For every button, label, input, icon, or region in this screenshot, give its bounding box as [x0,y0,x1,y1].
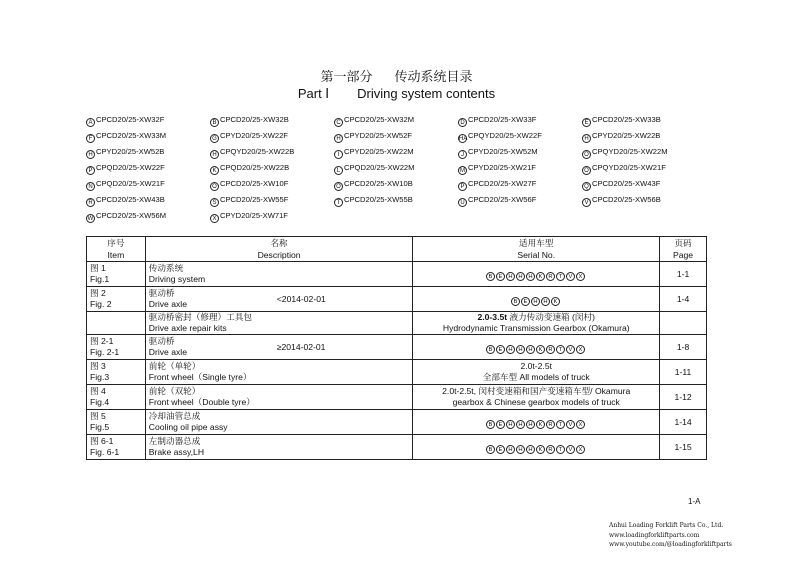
model-code-badge: G [210,134,219,143]
model-code-badge: X [576,420,585,429]
model-code-badge: H [516,272,525,281]
item-en: Fig.3 [90,372,110,382]
model-entry [582,115,661,127]
model-code-badge: T [556,420,565,429]
model-code-badge: N [86,182,95,191]
page-cell: 1-8 [660,335,707,360]
model-number: CPQD20/25-XW22B [220,163,290,172]
model-code-badge: B [511,297,520,306]
description-cn: 前轮（双轮） [148,386,201,396]
model-code-badge: O [334,182,343,191]
description-cell [145,335,413,360]
model-entry [334,115,414,127]
description-cell [145,287,413,312]
model-code-badge: H [526,345,535,354]
model-code-badge: R [546,445,555,454]
table-row [87,410,707,435]
model-entry [210,211,288,223]
title-cn-name: 传动系统目录 [394,70,473,85]
model-number: CPCD20/25-XW32M [344,115,415,124]
item-en: Fig.4 [90,397,110,407]
model-number: CPYD20/25-XW22M [344,147,414,156]
serial-line-2: Hydrodynamic Transmission Gearbox (Okamura) [442,323,630,333]
model-number: CPCD20/25-XW55F [220,195,289,204]
model-number: CPYD20/25-XW52F [344,131,412,140]
model-code-badge: I [334,150,343,159]
model-code-badge: H [506,420,515,429]
model-code-badge: H [541,297,550,306]
model-number: CPCD20/25-XW43F [592,179,661,188]
model-code-badge: T [556,345,565,354]
description-cn: 前轮（单轮） [148,361,201,371]
model-entry [334,195,413,207]
item-cell [87,262,146,287]
item-cell [87,287,146,312]
model-entry [86,131,166,143]
item-en: Fig. 2-1 [90,347,120,357]
serial-line-2: gearbox & Chinese gearbox models of truck [452,397,620,407]
model-number: CPQD20/25-XW22F [96,163,165,172]
model-number: CPCD20/25-XW10B [344,179,413,188]
item-cell [87,435,146,460]
model-number: CPCD20/25-XW33M [96,131,167,140]
serial-line-1: 2.0t-2.5t, 闵村变速箱和国产变速箱车型/ Okamura [442,386,631,396]
model-code-badge: E [496,345,505,354]
model-code-badge: W [87,216,94,222]
item-cn: 图 2-1 [90,336,114,346]
item-cell [87,360,146,385]
model-code-badge: K [536,445,545,454]
description-en: Brake assy,LH [148,447,205,457]
contents-table [86,236,707,460]
serial-model-codes [416,268,656,281]
model-number: CPQD20/25-XW22M [344,163,415,172]
date-condition: ≥2014-02-01 [276,342,326,352]
item-cn: 图 1 [90,263,106,273]
model-code-badge: S [210,198,219,207]
serial-cell [413,385,660,410]
model-number: CPCD20/25-XW56M [96,211,167,220]
model-code-badge: V [566,272,575,281]
model-code-badge: HA [459,136,468,142]
item-cn: 图 3 [90,361,106,371]
model-code-badge: F [86,134,95,143]
description-cn: 传动系统 [148,263,184,273]
model-entry [582,179,660,191]
section-title-en [0,86,793,102]
model-code-badge: V [582,198,591,207]
model-code-badge: H [334,134,343,143]
description-cn: 驱动桥 [148,336,175,346]
model-code-badge: H [516,445,525,454]
header-item: 序号 Item [87,237,146,262]
model-entry [210,179,288,191]
model-number: CPCD20/25-XW56F [468,195,537,204]
page-cell: 1-1 [660,262,707,287]
model-code-badge: K [536,272,545,281]
serial-cell [413,262,660,287]
model-entry [210,195,288,207]
model-number: CPCD20/25-XW55B [344,195,413,204]
model-code-badge: O [582,150,591,159]
model-code-badge: X [576,272,585,281]
header-serial: 适用车型 Serial No. [413,237,660,262]
model-code-badge: R [546,272,555,281]
description-cn: 左制动器总成 [148,436,201,446]
model-entry [458,195,536,207]
header-page: 页码 Page [660,237,707,262]
item-cn: 图 5 [90,411,106,421]
model-code-badge: T [334,198,343,207]
model-code-badge: K [536,345,545,354]
model-code-badge: E [521,297,530,306]
model-entry [458,163,536,175]
description-en: Front wheel（Double tyre） [148,397,255,407]
serial-cell [413,335,660,360]
model-code-badge: H [506,445,515,454]
description-cell [145,410,413,435]
model-code-badge: D [458,118,467,127]
model-code-badge: O [210,182,219,191]
header-description: 名称 Description [145,237,413,262]
footer-youtube[interactable]: www.youtube.com/@loadingforkliftparts [609,541,732,548]
model-code-badge: B [486,420,495,429]
model-code-badge: M [460,168,465,174]
model-number: CPQD20/25-XW21F [96,179,165,188]
model-code-badge: H [526,272,535,281]
title-en-part: Part Ⅰ [297,86,330,101]
model-number: CPQYD20/25-XW22B [220,147,295,156]
model-number: CPCD20/25-XW56B [592,195,661,204]
page-cell: 1-14 [660,410,707,435]
model-code-badge: H [582,134,591,143]
model-entry [86,163,165,175]
model-code-badge: H [506,272,515,281]
table-header-row [87,237,707,262]
item-en: Fig.5 [90,422,110,432]
title-cn-part: 第一部分 [320,70,373,85]
model-entry [334,179,413,191]
model-entry [210,147,294,159]
model-entry [86,115,164,127]
description-cn: 冷却油管总成 [148,411,201,421]
section-title-cn [0,66,793,85]
serial-cell [413,360,660,385]
serial-line-1: 2.0t-2.5t [520,361,552,371]
model-code-badge: B [486,445,495,454]
footer [609,521,732,550]
model-code-badge: E [496,445,505,454]
description-en: Front wheel（Single tyre） [148,372,252,382]
model-entry [210,131,288,143]
footer-website[interactable]: www.loadingforkliftparts.com [609,531,700,539]
table-row [87,262,707,287]
model-code-badge: H [526,445,535,454]
model-code-badge: B [486,345,495,354]
model-code-badge: R [546,420,555,429]
model-code-badge: H [516,420,525,429]
serial-model-codes [416,341,656,354]
model-number: CPCD20/25-XW33F [468,115,537,124]
model-number: CPCD20/25-XW43B [96,195,165,204]
item-cn: 图 2 [90,288,106,298]
model-number: CPQYD20/25-XW22F [468,131,542,140]
description-cell [145,312,413,335]
model-code-badge: H [86,150,95,159]
page-number: 1-A [688,497,701,506]
model-number: CPYD20/25-XW71F [220,211,288,220]
page-cell: 1-11 [660,360,707,385]
model-code-badge: H [531,297,540,306]
serial-line-1: 液力传动变速箱 (闵村) [507,312,595,322]
serial-tonnage: 2.0-3.5t [477,312,508,322]
description-en: Drive axle repair kits [148,323,227,333]
model-entry [210,163,289,175]
model-entry [582,195,661,207]
model-number: CPQYD20/25-XW22M [592,147,668,156]
serial-model-codes [416,441,656,454]
item-cell [87,312,146,335]
model-code-badge: E [582,118,591,127]
item-cell [87,385,146,410]
model-code-badge: R [546,345,555,354]
table-row [87,335,707,360]
item-cn: 图 4 [90,386,106,396]
serial-cell [413,287,660,312]
model-code-badge: V [566,420,575,429]
table-row [87,312,707,335]
model-entry [458,179,536,191]
model-number: CPCD20/25-XW27F [468,179,537,188]
model-code-badge: E [496,272,505,281]
model-code-badge: T [556,272,565,281]
model-number: CPCD20/25-XW10F [220,179,289,188]
footer-company: Anhui Loading Forklift Parts Co., Ltd. [609,522,724,529]
title-en-name: Driving system contents [357,86,496,101]
page-cell: 1-15 [660,435,707,460]
model-entry [582,163,666,175]
description-cn: 驱动桥密封（修理）工具包 [148,312,252,322]
item-cell [87,410,146,435]
model-entry [458,115,536,127]
model-number: CPQYD20/25-XW21F [592,163,666,172]
model-number: CPCD20/25-XW32F [96,115,165,124]
description-en: Drive axle [148,299,187,309]
model-entry [458,131,542,143]
model-number: CPYD20/25-XW52M [468,147,538,156]
serial-cell [413,435,660,460]
model-entry [86,211,166,223]
model-code-badge: B [486,272,495,281]
model-number: CPYD20/25-XW22B [592,131,661,140]
model-code-badge: V [566,345,575,354]
date-condition: <2014-02-01 [276,294,326,304]
model-code-badge: X [576,445,585,454]
model-code-badge: A [86,118,95,127]
page-cell [660,312,707,335]
model-code-badge: R [86,198,95,207]
model-code-badge: V [566,445,575,454]
description-en: Drive axle [148,347,187,357]
model-code-badge: X [576,345,585,354]
page-cell: 1-4 [660,287,707,312]
model-entry [458,147,538,159]
item-cell [87,335,146,360]
model-number: CPCD20/25-XW33B [592,115,661,124]
model-code-badge: E [496,420,505,429]
model-code-badge: J [458,150,467,159]
model-entry [334,147,414,159]
description-cell [145,360,413,385]
model-code-badge: K [551,297,560,306]
model-code-badge: P [86,166,95,175]
model-code-badge: L [334,166,343,175]
description-en: Driving system [148,274,206,284]
table-row [87,385,707,410]
model-entry [86,147,164,159]
model-code-badge: O [582,166,591,175]
model-code-badge: H [210,150,219,159]
model-code-badge: K [210,166,219,175]
model-code-badge: P [458,182,467,191]
model-entry [210,115,289,127]
model-code-badge: H [506,345,515,354]
model-number: CPYD20/25-XW22F [220,131,288,140]
serial-model-codes [416,293,656,306]
item-en: Fig. 2 [90,299,112,309]
model-code-badge: K [536,420,545,429]
description-en: Cooling oil pipe assy [148,422,228,432]
description-cell [145,385,413,410]
model-code-badge: H [516,345,525,354]
description-cell [145,262,413,287]
model-entry [334,131,412,143]
page-cell: 1-12 [660,385,707,410]
model-code-badge: X [210,214,219,223]
model-number: CPYD20/25-XW21F [468,163,536,172]
description-cn: 驱动桥 [148,288,175,298]
model-code-badge: U [458,198,467,207]
model-entry [86,195,165,207]
model-entry [334,163,414,175]
description-cell [145,435,413,460]
model-entry [582,147,668,159]
table-row [87,360,707,385]
item-en: Fig.1 [90,274,110,284]
serial-line-2: 全部车型 All models of truck [482,372,590,382]
table-row [87,287,707,312]
model-code-badge: Q [582,182,591,191]
model-code-badge: T [556,445,565,454]
table-row [87,435,707,460]
model-entry [86,179,165,191]
model-code-badge: H [526,420,535,429]
item-en: Fig. 6-1 [90,447,120,457]
model-entry [582,131,660,143]
model-code-badge: C [334,118,343,127]
serial-cell [413,312,660,335]
item-cn: 图 6-1 [90,436,114,446]
model-number: CPCD20/25-XW32B [220,115,289,124]
serial-cell [413,410,660,435]
model-number: CPYD20/25-XW52B [96,147,165,156]
model-code-badge: B [210,118,219,127]
serial-model-codes [416,416,656,429]
